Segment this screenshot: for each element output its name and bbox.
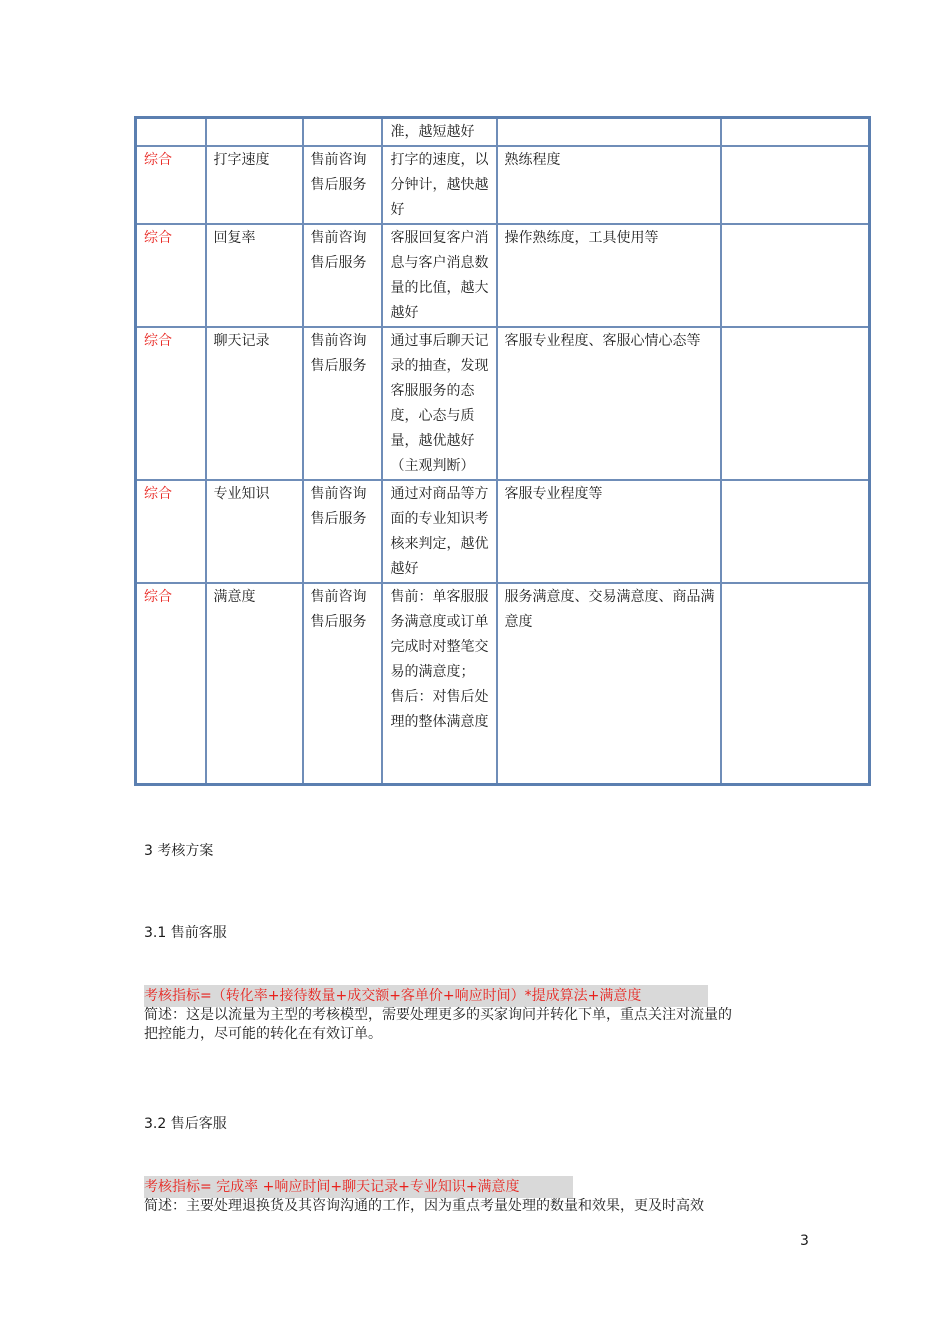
- cell-metric-name: 专业知识: [206, 480, 303, 583]
- cell-scope: 售前咨询 售后服务: [303, 583, 382, 784]
- cell-category: [136, 118, 206, 147]
- cell-scope: [303, 118, 382, 147]
- cell-extra: [721, 146, 870, 224]
- cell-category: 综合: [136, 224, 206, 327]
- cell-extra: [721, 327, 870, 480]
- cell-description: 通过事后聊天记录的抽查，发现客服服务的态度，心态与质量，越优越好（主观判断）: [382, 327, 497, 480]
- cell-metric-name: 打字速度: [206, 146, 303, 224]
- cell-extra: [721, 224, 870, 327]
- cell-focus: 客服专业程度等: [497, 480, 721, 583]
- cell-scope: 售前咨询 售后服务: [303, 480, 382, 583]
- section-3-heading: 3 考核方案: [144, 843, 214, 859]
- section-3-1-heading: 3.1 售前客服: [144, 925, 227, 941]
- cell-description: 通过对商品等方面的专业知识考核来判定，越优越好: [382, 480, 497, 583]
- cell-focus: 客服专业程度、客服心情心态等: [497, 327, 721, 480]
- presales-formula: 考核指标=（转化率+接待数量+成交额+客单价+响应时间）*提成算法+满意度: [144, 985, 708, 1007]
- section-3-2-heading: 3.2 售后客服: [144, 1116, 227, 1132]
- cell-extra: [721, 118, 870, 147]
- cell-metric-name: [206, 118, 303, 147]
- cell-metric-name: 满意度: [206, 583, 303, 784]
- presales-summary: 简述：这是以流量为主型的考核模型，需要处理更多的买家询问并转化下单，重点关注对流量的把控能力，尽可能的转化在有效订单。: [144, 1007, 732, 1042]
- cell-extra: [721, 480, 870, 583]
- cell-category: 综合: [136, 327, 206, 480]
- cell-extra: [721, 583, 870, 784]
- table-row: [136, 327, 870, 480]
- cell-description: 打字的速度，以分钟计，越快越好: [382, 146, 497, 224]
- aftersales-formula: 考核指标= 完成率 +响应时间+聊天记录+专业知识+满意度: [144, 1176, 573, 1198]
- table-row: [136, 146, 870, 224]
- cell-focus: [497, 118, 721, 147]
- cell-focus: 操作熟练度，工具使用等: [497, 224, 721, 327]
- table-row: [136, 224, 870, 327]
- cell-description: 售前：单客服服务满意度或订单完成时对整笔交易的满意度； 售后：对售后处理的整体满意度: [382, 583, 497, 784]
- table-row: [136, 583, 870, 784]
- table-row: [136, 118, 870, 147]
- cell-category: 综合: [136, 146, 206, 224]
- cell-category: 综合: [136, 480, 206, 583]
- cell-description: 客服回复客户消息与客户消息数量的比值，越大越好: [382, 224, 497, 327]
- cell-category: 综合: [136, 583, 206, 784]
- aftersales-summary: 简述：主要处理退换货及其咨询沟通的工作，因为重点考量处理的数量和效果，更及时高效: [144, 1198, 704, 1214]
- kpi-table: [134, 116, 871, 786]
- table-row: [136, 480, 870, 583]
- cell-scope: 售前咨询 售后服务: [303, 224, 382, 327]
- cell-scope: 售前咨询 售后服务: [303, 146, 382, 224]
- cell-scope: 售前咨询 售后服务: [303, 327, 382, 480]
- cell-description: 准，越短越好: [382, 118, 497, 147]
- cell-focus: 熟练程度: [497, 146, 721, 224]
- page-number: 3: [800, 1233, 809, 1249]
- cell-metric-name: 聊天记录: [206, 327, 303, 480]
- cell-focus: 服务满意度、交易满意度、商品满意度: [497, 583, 721, 784]
- cell-metric-name: 回复率: [206, 224, 303, 327]
